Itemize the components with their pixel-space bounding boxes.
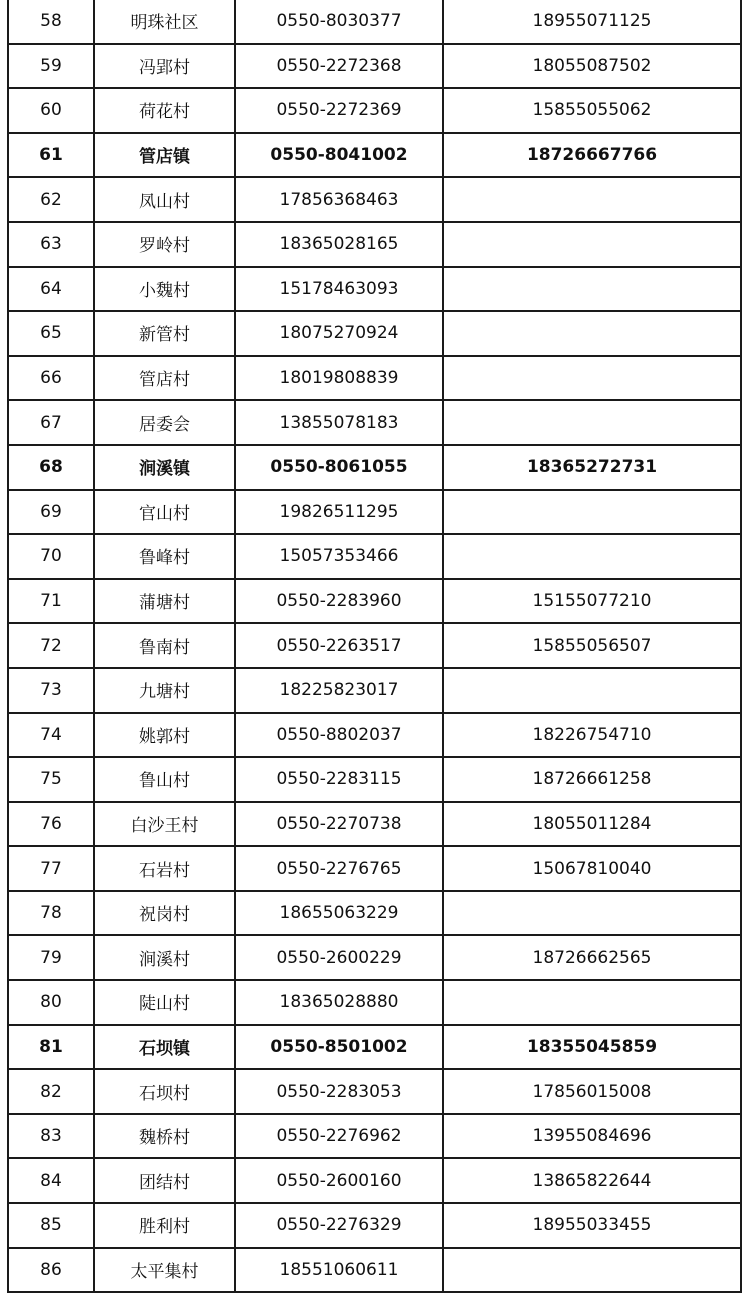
unit-name-cell: 陡山村 <box>94 980 235 1025</box>
table-row <box>8 891 741 936</box>
office-phone-cell: 0550-8030377 <box>235 0 443 44</box>
row-number-cell: 71 <box>8 579 94 624</box>
row-number-cell: 69 <box>8 490 94 535</box>
mobile-phone-cell: 15155077210 <box>443 579 741 624</box>
unit-name-cell: 团结村 <box>94 1158 235 1203</box>
office-phone-cell: 15178463093 <box>235 267 443 312</box>
row-number-cell: 73 <box>8 668 94 713</box>
mobile-phone-cell: 18726667766 <box>443 133 741 178</box>
unit-name-cell: 石岩村 <box>94 846 235 891</box>
row-number-cell: 63 <box>8 222 94 267</box>
office-phone-cell: 0550-2276765 <box>235 846 443 891</box>
office-phone-cell: 19826511295 <box>235 490 443 535</box>
office-phone-cell: 0550-8802037 <box>235 713 443 758</box>
unit-name-cell: 魏桥村 <box>94 1114 235 1159</box>
table-row <box>8 133 741 178</box>
office-phone-cell: 0550-8061055 <box>235 445 443 490</box>
row-number-cell: 80 <box>8 980 94 1025</box>
mobile-phone-cell: 18726661258 <box>443 757 741 802</box>
table-row <box>8 400 741 445</box>
office-phone-cell: 18551060611 <box>235 1248 443 1293</box>
office-phone-cell: 0550-2272369 <box>235 88 443 133</box>
mobile-phone-cell <box>443 356 741 401</box>
table-row <box>8 668 741 713</box>
mobile-phone-cell <box>443 534 741 579</box>
unit-name-cell: 九塘村 <box>94 668 235 713</box>
row-number-cell: 84 <box>8 1158 94 1203</box>
office-phone-cell: 0550-2600229 <box>235 935 443 980</box>
office-phone-cell: 18225823017 <box>235 668 443 713</box>
unit-name-cell: 鲁山村 <box>94 757 235 802</box>
unit-name-cell: 凤山村 <box>94 177 235 222</box>
row-number-cell: 70 <box>8 534 94 579</box>
unit-name-cell: 太平集村 <box>94 1248 235 1293</box>
table-row <box>8 356 741 401</box>
mobile-phone-cell: 18355045859 <box>443 1025 741 1070</box>
table-row <box>8 1158 741 1203</box>
mobile-phone-cell: 18955071125 <box>443 0 741 44</box>
mobile-phone-cell: 17856015008 <box>443 1069 741 1114</box>
unit-name-cell: 白沙王村 <box>94 802 235 847</box>
table-row <box>8 802 741 847</box>
office-phone-cell: 0550-8501002 <box>235 1025 443 1070</box>
mobile-phone-cell: 18226754710 <box>443 713 741 758</box>
office-phone-cell: 18075270924 <box>235 311 443 356</box>
office-phone-cell: 15057353466 <box>235 534 443 579</box>
unit-name-cell: 蒲塘村 <box>94 579 235 624</box>
office-phone-cell: 17856368463 <box>235 177 443 222</box>
mobile-phone-cell: 18365272731 <box>443 445 741 490</box>
table-row <box>8 311 741 356</box>
contact-table <box>7 0 742 1293</box>
mobile-phone-cell: 13955084696 <box>443 1114 741 1159</box>
table-row <box>8 1025 741 1070</box>
mobile-phone-cell: 15855055062 <box>443 88 741 133</box>
unit-name-cell: 鲁南村 <box>94 623 235 668</box>
mobile-phone-cell <box>443 177 741 222</box>
table-row <box>8 177 741 222</box>
unit-name-cell: 冯郢村 <box>94 44 235 89</box>
mobile-phone-cell <box>443 980 741 1025</box>
unit-name-cell: 小魏村 <box>94 267 235 312</box>
unit-name-cell: 祝岗村 <box>94 891 235 936</box>
row-number-cell: 82 <box>8 1069 94 1114</box>
unit-name-cell: 石坝村 <box>94 1069 235 1114</box>
table-row <box>8 490 741 535</box>
row-number-cell: 67 <box>8 400 94 445</box>
office-phone-cell: 0550-2272368 <box>235 44 443 89</box>
unit-name-cell: 涧溪镇 <box>94 445 235 490</box>
row-number-cell: 79 <box>8 935 94 980</box>
mobile-phone-cell <box>443 891 741 936</box>
mobile-phone-cell <box>443 222 741 267</box>
mobile-phone-cell <box>443 490 741 535</box>
row-number-cell: 85 <box>8 1203 94 1248</box>
table-row <box>8 267 741 312</box>
office-phone-cell: 18365028165 <box>235 222 443 267</box>
table-row <box>8 1248 741 1293</box>
table-row <box>8 1203 741 1248</box>
row-number-cell: 59 <box>8 44 94 89</box>
unit-name-cell: 荷花村 <box>94 88 235 133</box>
office-phone-cell: 0550-2600160 <box>235 1158 443 1203</box>
office-phone-cell: 0550-2283053 <box>235 1069 443 1114</box>
row-number-cell: 81 <box>8 1025 94 1070</box>
row-number-cell: 68 <box>8 445 94 490</box>
mobile-phone-cell <box>443 1248 741 1293</box>
office-phone-cell: 13855078183 <box>235 400 443 445</box>
row-number-cell: 58 <box>8 0 94 44</box>
unit-name-cell: 管店镇 <box>94 133 235 178</box>
table-row <box>8 757 741 802</box>
row-number-cell: 64 <box>8 267 94 312</box>
table-row <box>8 534 741 579</box>
unit-name-cell: 官山村 <box>94 490 235 535</box>
office-phone-cell: 0550-2270738 <box>235 802 443 847</box>
office-phone-cell: 0550-2263517 <box>235 623 443 668</box>
mobile-phone-cell: 18726662565 <box>443 935 741 980</box>
table-row <box>8 222 741 267</box>
row-number-cell: 62 <box>8 177 94 222</box>
table-row <box>8 846 741 891</box>
table-row <box>8 980 741 1025</box>
row-number-cell: 60 <box>8 88 94 133</box>
table-row <box>8 623 741 668</box>
office-phone-cell: 0550-2276329 <box>235 1203 443 1248</box>
mobile-phone-cell: 18055011284 <box>443 802 741 847</box>
office-phone-cell: 0550-2276962 <box>235 1114 443 1159</box>
mobile-phone-cell: 15067810040 <box>443 846 741 891</box>
mobile-phone-cell <box>443 400 741 445</box>
unit-name-cell: 罗岭村 <box>94 222 235 267</box>
mobile-phone-cell <box>443 311 741 356</box>
row-number-cell: 77 <box>8 846 94 891</box>
table-row <box>8 713 741 758</box>
unit-name-cell: 居委会 <box>94 400 235 445</box>
row-number-cell: 78 <box>8 891 94 936</box>
row-number-cell: 86 <box>8 1248 94 1293</box>
row-number-cell: 65 <box>8 311 94 356</box>
unit-name-cell: 石坝镇 <box>94 1025 235 1070</box>
unit-name-cell: 涧溪村 <box>94 935 235 980</box>
table-row <box>8 88 741 133</box>
office-phone-cell: 0550-8041002 <box>235 133 443 178</box>
unit-name-cell: 鲁峰村 <box>94 534 235 579</box>
table-row <box>8 1069 741 1114</box>
office-phone-cell: 18019808839 <box>235 356 443 401</box>
row-number-cell: 74 <box>8 713 94 758</box>
row-number-cell: 72 <box>8 623 94 668</box>
unit-name-cell: 胜利村 <box>94 1203 235 1248</box>
mobile-phone-cell <box>443 668 741 713</box>
table-row <box>8 0 741 44</box>
row-number-cell: 83 <box>8 1114 94 1159</box>
office-phone-cell: 18655063229 <box>235 891 443 936</box>
unit-name-cell: 姚郭村 <box>94 713 235 758</box>
office-phone-cell: 0550-2283115 <box>235 757 443 802</box>
row-number-cell: 75 <box>8 757 94 802</box>
row-number-cell: 66 <box>8 356 94 401</box>
table-row <box>8 579 741 624</box>
mobile-phone-cell: 18055087502 <box>443 44 741 89</box>
table-row <box>8 44 741 89</box>
mobile-phone-cell <box>443 267 741 312</box>
row-number-cell: 61 <box>8 133 94 178</box>
row-number-cell: 76 <box>8 802 94 847</box>
mobile-phone-cell: 13865822644 <box>443 1158 741 1203</box>
contact-table-body <box>8 0 741 1292</box>
mobile-phone-cell: 15855056507 <box>443 623 741 668</box>
mobile-phone-cell: 18955033455 <box>443 1203 741 1248</box>
unit-name-cell: 新管村 <box>94 311 235 356</box>
office-phone-cell: 0550-2283960 <box>235 579 443 624</box>
unit-name-cell: 管店村 <box>94 356 235 401</box>
table-row <box>8 445 741 490</box>
office-phone-cell: 18365028880 <box>235 980 443 1025</box>
table-row <box>8 935 741 980</box>
unit-name-cell: 明珠社区 <box>94 0 235 44</box>
table-row <box>8 1114 741 1159</box>
